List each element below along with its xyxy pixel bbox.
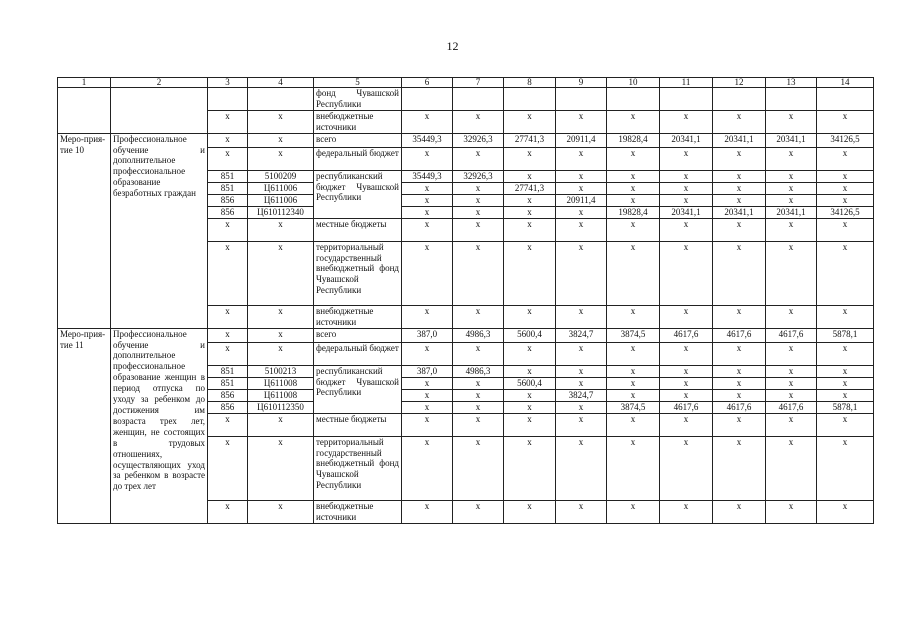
value-cell: х [453,241,504,305]
value-cell: 4617,6 [766,401,817,413]
budget-code: 851 [208,365,248,377]
value-cell: х [504,436,556,500]
value-cell: 4617,6 [766,328,817,342]
value-cell: х [766,389,817,401]
value-cell: х [713,182,766,194]
column-number: 7 [453,78,504,88]
value-cell: х [817,110,874,133]
value-cell: х [402,305,453,328]
value-cell: х [556,436,607,500]
value-cell: х [504,342,556,365]
budget-code: 856 [208,401,248,413]
page-number: 12 [446,39,459,53]
target-code: х [248,218,314,241]
value-cell: 27741,3 [504,133,556,147]
funding-source: республиканский бюджет Чувашской Республики [314,365,402,413]
table-row [58,133,874,147]
value-cell: х [766,170,817,182]
value-cell: 20341,1 [766,206,817,218]
target-code: Ц611008 [248,377,314,389]
budget-code: 851 [208,170,248,182]
value-cell: х [402,389,453,401]
value-cell: х [660,305,713,328]
value-cell: х [556,147,607,170]
value-cell: х [453,436,504,500]
target-code: 5100213 [248,365,314,377]
value-cell: х [660,342,713,365]
value-cell: х [402,182,453,194]
value-cell: х [556,500,607,523]
target-code: Ц611006 [248,182,314,194]
value-cell: 3874,5 [607,401,660,413]
value-cell: х [556,182,607,194]
budget-table [57,77,874,524]
value-cell: х [402,241,453,305]
value-cell: х [713,194,766,206]
value-cell: х [713,305,766,328]
value-cell: 20341,1 [713,133,766,147]
column-number: 6 [402,78,453,88]
empty-cell [248,88,314,111]
value-cell: х [402,401,453,413]
value-cell: х [556,218,607,241]
value-cell: х [402,110,453,133]
value-cell: х [817,241,874,305]
value-cell: х [766,436,817,500]
value-cell: х [402,500,453,523]
value-cell: х [607,218,660,241]
column-number: 3 [208,78,248,88]
value-cell: 3824,7 [556,389,607,401]
column-number-row [58,78,874,88]
column-number: 4 [248,78,314,88]
table-row [58,328,874,342]
value-cell: х [766,305,817,328]
value-cell: 4617,6 [713,401,766,413]
value-cell: х [556,305,607,328]
table-row [58,88,874,111]
value-cell: х [453,389,504,401]
budget-code: 851 [208,182,248,194]
value-cell: х [766,110,817,133]
value-cell: х [607,182,660,194]
value-cell: х [660,389,713,401]
value-cell: х [766,218,817,241]
budget-code: х [208,241,248,305]
column-number: 14 [817,78,874,88]
value-cell: х [607,110,660,133]
value-cell: х [766,365,817,377]
target-code: х [248,328,314,342]
value-cell: 19828,4 [607,133,660,147]
budget-code: х [208,147,248,170]
value-cell: х [713,365,766,377]
value-cell: 32926,3 [453,170,504,182]
value-cell: 20341,1 [660,206,713,218]
budget-code: 856 [208,194,248,206]
target-code: х [248,241,314,305]
value-cell: х [713,110,766,133]
value-cell: х [504,365,556,377]
value-cell: х [766,241,817,305]
funding-source: внебюджетные источники [314,110,402,133]
value-cell: 387,0 [402,365,453,377]
budget-code: х [208,133,248,147]
value-cell: 35449,3 [402,133,453,147]
value-cell: х [556,413,607,436]
value-cell: х [660,377,713,389]
value-cell: х [607,436,660,500]
value-cell: х [453,194,504,206]
funding-source: всего [314,133,402,147]
value-cell: х [453,413,504,436]
column-number: 2 [111,78,208,88]
value-cell: х [660,170,713,182]
empty-cell [208,88,248,111]
value-cell: х [817,170,874,182]
value-cell: х [713,170,766,182]
value-cell: 34126,5 [817,206,874,218]
value-cell: х [453,147,504,170]
value-cell: х [556,342,607,365]
value-cell: х [660,110,713,133]
value-cell: х [766,377,817,389]
value-cell: х [660,436,713,500]
value-cell: х [766,342,817,365]
target-code: х [248,436,314,500]
value-cell: х [713,147,766,170]
value-cell: х [766,413,817,436]
funding-source: внебюджетные источники [314,305,402,328]
value-cell: х [453,182,504,194]
budget-code: 851 [208,377,248,389]
budget-code: 856 [208,206,248,218]
value-cell: 34126,5 [817,133,874,147]
value-cell: х [817,218,874,241]
value-cell: х [402,206,453,218]
value-cell: х [713,218,766,241]
budget-code: х [208,110,248,133]
budget-code: х [208,413,248,436]
activity-name: Профессиональное обучение и дополнительное профессиональное образование женщин в период отпуска по уходу за ребенком до достижения им возраста трех лет, женщин, не состоящих в трудовых отношениях, осуществляющих уход за ребенком в возрасте до трех лет [111,328,208,523]
value-cell: 20911,4 [556,194,607,206]
value-cell: х [556,206,607,218]
value-cell: х [713,342,766,365]
value-cell: х [607,241,660,305]
value-cell: х [556,377,607,389]
value-cell: х [817,194,874,206]
value-cell: х [504,305,556,328]
target-code: х [248,110,314,133]
target-code: х [248,133,314,147]
value-cell: х [607,342,660,365]
value-cell: 3824,7 [556,328,607,342]
target-code: х [248,342,314,365]
value-cell: 5878,1 [817,401,874,413]
target-code: Ц611006 [248,194,314,206]
budget-code: х [208,305,248,328]
value-cell: х [766,147,817,170]
column-number: 10 [607,78,660,88]
activity-label: Меро-прия-тие 10 [58,133,111,328]
value-cell: 4617,6 [713,328,766,342]
value-cell: х [556,110,607,133]
value-cell: х [607,377,660,389]
value-cell: х [766,194,817,206]
empty-cell [111,88,208,134]
column-number: 1 [58,78,111,88]
value-cell: х [817,377,874,389]
value-cell: 20911,4 [556,133,607,147]
value-cell: х [504,401,556,413]
value-cell: х [607,194,660,206]
target-code: х [248,500,314,523]
value-cell: х [504,218,556,241]
empty-cell [58,88,111,134]
funding-source: фонд Чувашской Республики [314,88,402,111]
funding-source: республиканский бюджет Чувашской Республики [314,170,402,218]
value-cell: 5600,4 [504,377,556,389]
value-cell: 5878,1 [817,328,874,342]
funding-source: внебюджетные источники [314,500,402,523]
column-number: 11 [660,78,713,88]
target-code: Ц610112350 [248,401,314,413]
value-cell: х [504,500,556,523]
value-cell: х [453,206,504,218]
value-cell: х [713,413,766,436]
value-cell: х [817,182,874,194]
value-cell: 19828,4 [607,206,660,218]
value-cell: х [817,342,874,365]
value-cell: х [453,401,504,413]
value-cell: 32926,3 [453,133,504,147]
value-cell: х [504,110,556,133]
value-cell: х [817,147,874,170]
value-cell: х [402,218,453,241]
value-cell: х [766,182,817,194]
value-cell: х [607,500,660,523]
value-cell: х [402,377,453,389]
value-cell: х [817,413,874,436]
value-cell: х [556,365,607,377]
value-cell: х [453,342,504,365]
target-code: х [248,305,314,328]
budget-code: х [208,342,248,365]
activity-label: Меро-прия-тие 11 [58,328,111,523]
value-cell: х [817,305,874,328]
value-cell: х [556,241,607,305]
budget-code: х [208,500,248,523]
value-cell: х [556,170,607,182]
target-code: Ц611008 [248,389,314,401]
value-cell: х [607,413,660,436]
value-cell: х [713,500,766,523]
column-number: 9 [556,78,607,88]
funding-source: федеральный бюджет [314,342,402,365]
value-cell: 27741,3 [504,182,556,194]
value-cell: х [607,365,660,377]
value-cell: х [504,147,556,170]
activity-name: Профессиональное обучение и дополнительное профессиональное образование безработных граждан [111,133,208,328]
budget-code: х [208,436,248,500]
value-cell: х [766,500,817,523]
value-cell: х [607,305,660,328]
value-cell: х [660,365,713,377]
value-cell: 4986,3 [453,365,504,377]
value-cell: х [713,389,766,401]
value-cell: х [402,194,453,206]
value-cell: 20341,1 [713,206,766,218]
value-cell: х [402,413,453,436]
funding-source: территориальный государственный внебюджетный фонд Чувашской Республики [314,436,402,500]
target-code: Ц610112340 [248,206,314,218]
value-cell: 5600,4 [504,328,556,342]
value-cell: х [660,413,713,436]
value-cell: х [453,500,504,523]
value-cell: 35449,3 [402,170,453,182]
funding-source: местные бюджеты [314,218,402,241]
value-cell: х [504,206,556,218]
value-cell: х [556,401,607,413]
target-code: х [248,147,314,170]
value-cell: х [713,436,766,500]
budget-code: 856 [208,389,248,401]
value-cell: 4617,6 [660,401,713,413]
value-cell: х [817,500,874,523]
value-cell: х [504,389,556,401]
value-cell: х [660,194,713,206]
target-code: 5100209 [248,170,314,182]
column-number: 13 [766,78,817,88]
value-cell: х [453,377,504,389]
value-cell: х [504,170,556,182]
value-cell: х [453,218,504,241]
value-cell: х [504,194,556,206]
funding-source: федеральный бюджет [314,147,402,170]
value-cell: х [817,389,874,401]
value-cell: х [607,147,660,170]
value-cell: х [660,218,713,241]
target-code: х [248,413,314,436]
value-cell: х [453,305,504,328]
funding-source: местные бюджеты [314,413,402,436]
value-cell: х [817,436,874,500]
value-cell: 20341,1 [660,133,713,147]
column-number: 5 [314,78,402,88]
funding-source: территориальный государственный внебюджетный фонд Чувашской Республики [314,241,402,305]
value-cell: х [817,365,874,377]
value-cell: х [402,342,453,365]
value-cell: 3874,5 [607,328,660,342]
value-cell: х [402,436,453,500]
value-cell: х [713,377,766,389]
value-cell: х [660,147,713,170]
funding-source: всего [314,328,402,342]
value-cell: х [607,170,660,182]
value-cell: х [713,241,766,305]
value-cell: х [660,182,713,194]
value-cell: х [453,110,504,133]
value-cell: х [660,241,713,305]
value-cell: 4617,6 [660,328,713,342]
budget-code: х [208,218,248,241]
value-cell: х [660,500,713,523]
value-cell: х [504,413,556,436]
value-cell: х [402,147,453,170]
value-cell: 4986,3 [453,328,504,342]
value-cell: х [607,389,660,401]
budget-code: х [208,328,248,342]
value-cell: 387,0 [402,328,453,342]
value-cell: 20341,1 [766,133,817,147]
column-number: 8 [504,78,556,88]
column-number: 12 [713,78,766,88]
value-cell: х [504,241,556,305]
